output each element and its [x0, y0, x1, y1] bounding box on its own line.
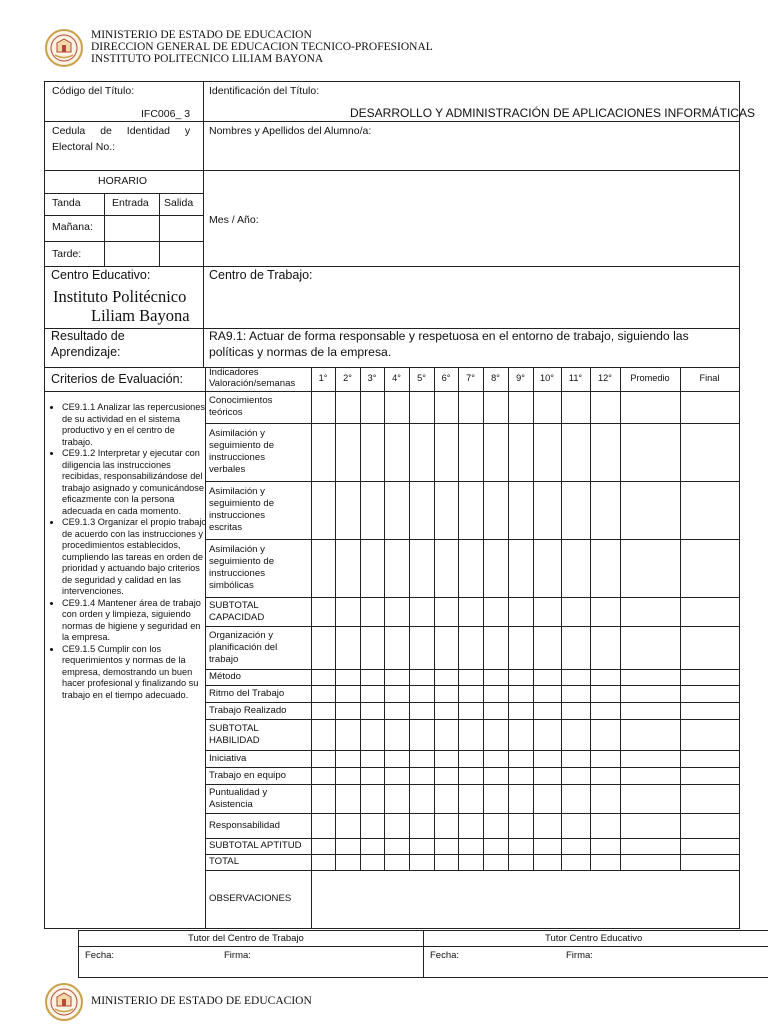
indicator-row-label: seguimiento de — [209, 556, 275, 567]
tarde-label: Tarde: — [52, 248, 82, 260]
indicator-row-label: SUBTOTAL — [209, 723, 259, 734]
week-header: 2° — [343, 373, 352, 383]
week-header: 10° — [540, 373, 554, 383]
indicator-row-label: verbales — [209, 464, 246, 475]
identificacion-label: Identificación del Título: — [209, 85, 320, 97]
cedula-label-1: Cedula de Identidad y — [52, 125, 191, 137]
week-header: 1° — [318, 373, 328, 383]
indicator-row-label: Asimilación y — [209, 544, 265, 555]
grid-line — [205, 750, 739, 751]
indicator-row-label: planificación del — [209, 642, 278, 653]
week-header: 9° — [516, 373, 525, 383]
grid-line — [590, 367, 591, 870]
indicator-row-label: Conocimientos — [209, 395, 273, 406]
nombres-label: Nombres y Apellidos del Alumno/a: — [209, 125, 372, 137]
valoracion-label: Valoración/semanas — [209, 378, 296, 389]
centro-educativo-value-2: Liliam Bayona — [91, 306, 190, 325]
indicator-row-label: CAPACIDAD — [209, 612, 265, 623]
school-seal-icon — [44, 28, 84, 68]
promedio-header: Promedio — [630, 373, 670, 383]
criterios-label: Criterios de Evaluación: — [51, 372, 184, 386]
resultado-label-2: Aprendizaje: — [51, 345, 121, 359]
grid-line — [205, 767, 739, 768]
indicator-row-label: OBSERVACIONES — [209, 893, 292, 904]
grid-line — [620, 367, 621, 870]
firma-label-trabajo: Firma: — [224, 950, 251, 961]
grid-line — [205, 423, 739, 424]
header-ministry: MINISTERIO DE ESTADO DE EDUCACION — [91, 29, 312, 41]
header-direction: DIRECCION GENERAL DE EDUCACION TECNICO-PROFESIONAL — [91, 41, 433, 53]
indicator-row-label: Puntualidad y — [209, 787, 268, 798]
criterio-item: • CE9.1.5 Cumplir con los requerimientos y normas de la empresa, demostrando un buen hacer profesional y finalizando su trabajo en el tiempo adecuado. — [62, 644, 207, 702]
grid-line — [205, 685, 739, 686]
grid-line — [205, 391, 739, 392]
header-institute: INSTITUTO POLITECNICO LILIAM BAYONA — [91, 53, 324, 65]
indicator-row-label: trabajo — [209, 654, 239, 665]
grid-line — [205, 669, 739, 670]
indicator-row-label: instrucciones — [209, 568, 265, 579]
tutor-trabajo-label: Tutor del Centro de Trabajo — [188, 933, 304, 944]
fecha-label-educativo: Fecha: — [430, 950, 460, 961]
grid-line — [205, 539, 739, 540]
codigo-value: IFC006_ 3 — [141, 108, 191, 120]
grid-line — [409, 367, 410, 870]
firma-label-educativo: Firma: — [566, 950, 593, 961]
grid-line — [384, 367, 385, 870]
grid-line — [483, 367, 484, 870]
grid-line — [311, 367, 312, 928]
indicator-row-label: Método — [209, 671, 241, 682]
indicator-row-label: instrucciones — [209, 510, 265, 521]
week-header: 8° — [491, 373, 500, 383]
grid-line — [205, 813, 739, 814]
indicator-row-label: Asimilación y — [209, 428, 265, 439]
indicator-row-label: SUBTOTAL APTITUD — [209, 840, 302, 851]
indicator-row-label: Asistencia — [209, 799, 253, 810]
indicator-row-label: Organización y — [209, 630, 273, 641]
codigo-label: Código del Título: — [52, 85, 135, 97]
criterio-item: • CE9.1.4 Mantener área de trabajo con orden y limpieza, siguiendo normas de higiene y seguridad en la empresa. — [62, 598, 207, 644]
tanda-label: Tanda — [52, 197, 81, 209]
grid-line — [458, 367, 459, 870]
indicadores-label: Indicadores — [209, 367, 259, 378]
identificacion-value: DESARROLLO Y ADMINISTRACIÓN DE APLICACIONES INFORMÁTICAS — [350, 106, 755, 120]
indicator-row-label: HABILIDAD — [209, 735, 260, 746]
indicator-row-label: simbólicas — [209, 580, 254, 591]
centro-trabajo-label: Centro de Trabajo: — [209, 268, 313, 282]
mes-label: Mes / Año: — [209, 214, 259, 226]
grid-line — [533, 367, 534, 870]
grid-line — [335, 367, 336, 870]
tutor-educativo-label: Tutor Centro Educativo — [545, 933, 643, 944]
grid-line — [561, 367, 562, 870]
grid-line — [205, 702, 739, 703]
indicator-row-label: seguimiento de — [209, 498, 275, 509]
indicator-row-label: TOTAL — [209, 856, 240, 867]
indicator-row-label: Trabajo en equipo — [209, 770, 286, 781]
week-header: 11° — [568, 373, 583, 383]
centro-educativo-value-1: Instituto Politécnico — [53, 287, 187, 306]
centro-educativo-label: Centro Educativo: — [51, 268, 151, 282]
criterio-item: • CE9.1.3 Organizar el propio trabajo de acuerdo con las instrucciones y procedimientos establecidos, cumpliendo las tareas en orden de prioridad y actuando bajo criterios de seguridad y calidad en las intervenciones. — [62, 517, 207, 598]
criterios-list — [50, 402, 207, 701]
week-header: 3° — [367, 373, 377, 383]
school-seal-icon — [44, 982, 84, 1022]
grid-line — [205, 838, 739, 839]
fecha-label-trabajo: Fecha: — [85, 950, 115, 961]
manana-label: Mañana: — [52, 221, 93, 233]
grid-line — [360, 367, 361, 870]
grid-line — [205, 870, 739, 871]
week-header: 7° — [466, 373, 475, 383]
week-header: 4° — [392, 373, 401, 383]
final-header: Final — [699, 373, 720, 383]
indicator-row-label: teóricos — [209, 407, 243, 418]
grid-line — [205, 719, 739, 720]
indicator-row-label: SUBTOTAL — [209, 600, 259, 611]
entrada-label: Entrada — [112, 197, 149, 209]
grid-line — [205, 481, 739, 482]
week-header: 12° — [598, 373, 612, 383]
indicator-row-label: Iniciativa — [209, 753, 247, 764]
grid-line — [205, 854, 739, 855]
week-header: 5° — [417, 373, 426, 383]
bottom-header-ministry: MINISTERIO DE ESTADO DE EDUCACION — [91, 995, 312, 1007]
grid-line — [205, 784, 739, 785]
criterio-item: • CE9.1.1 Analizar las repercusiones de su actividad en el sistema productivo y en el centro de trabajo. — [62, 402, 207, 448]
ra-text-2: políticas y normas de la empresa. — [209, 345, 392, 359]
indicator-row-label: Asimilación y — [209, 486, 265, 497]
grid-line — [508, 367, 509, 870]
grid-line — [434, 367, 435, 870]
indicator-row-label: escritas — [209, 522, 243, 533]
salida-label: Salida — [164, 197, 194, 209]
grid-line — [205, 626, 739, 627]
criterio-item: • CE9.1.2 Interpretar y ejecutar con diligencia las instrucciones recibidas, responsabilizándose del trabajo asignado y comunicándose eficazmente con la persona adecuada en cada momento. — [62, 448, 207, 517]
indicator-row-label: Responsabilidad — [209, 820, 280, 831]
resultado-label-1: Resultado de — [51, 329, 125, 343]
indicator-row-label: seguimiento de — [209, 440, 275, 451]
week-header: 6° — [441, 373, 451, 383]
cedula-label-2: Electoral No.: — [52, 141, 116, 153]
grid-line — [205, 597, 739, 598]
indicator-row-label: instrucciones — [209, 452, 265, 463]
grid-line — [680, 367, 681, 870]
indicator-row-label: Trabajo Realizado — [209, 705, 287, 716]
horario-label: HORARIO — [98, 175, 148, 187]
ra-text-1: RA9.1: Actuar de forma responsable y respetuosa en el entorno de trabajo, siguiendo las — [209, 329, 689, 343]
indicator-row-label: Ritmo del Trabajo — [209, 688, 285, 699]
